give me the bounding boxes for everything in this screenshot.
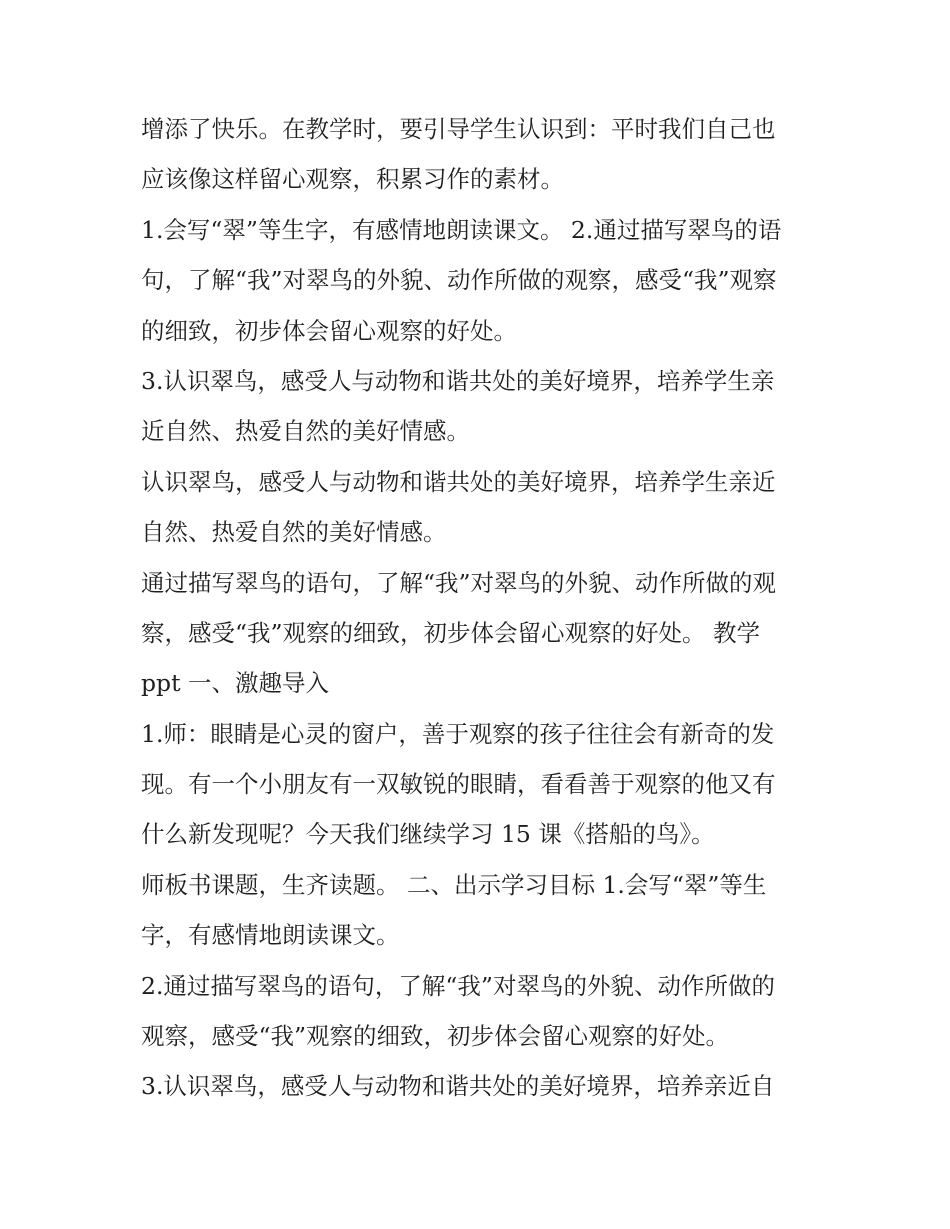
text-line: ppt 一、激趣导入 [141,669,329,698]
text-line: 现。有一个小朋友有一双敏锐的眼睛，看看善于观察的他又有 [141,770,776,799]
text-line: 句，了解“我”对翠鸟的外貌、动作所做的观察，感受“我”观察 [141,266,777,295]
text-line: 1.师：眼睛是心灵的窗户，善于观察的孩子往往会有新奇的发 [141,719,775,748]
text-line: 什么新发现呢？今天我们继续学习 15 课《搭船的鸟》。 [141,820,715,849]
text-line: 自然、热爱自然的美好情感。 [141,518,447,547]
text-line: 师板书课题，生齐读题。 二、出示学习目标 1.会写“翠”等生 [141,870,767,899]
text-line: 近自然、热爱自然的美好情感。 [141,417,470,446]
text-line: 3.认识翠鸟，感受人与动物和谐共处的美好境界，培养学生亲 [141,366,775,395]
text-line: 察，感受“我”观察的细致，初步体会留心观察的好处。 教学 [141,618,760,647]
text-line: 的细致，初步体会留心观察的好处。 [141,316,517,345]
text-line: 1.会写“翠”等生字，有感情地朗读课文。 2.通过描写翠鸟的语 [141,215,782,244]
text-line: 认识翠鸟，感受人与动物和谐共处的美好境界，培养学生亲近 [141,467,776,496]
text-line: 观察，感受“我”观察的细致，初步体会留心观察的好处。 [141,1022,730,1051]
text-line: 字，有感情地朗读课文。 [141,921,400,950]
document-body [141,104,821,1112]
text-line: 3.认识翠鸟，感受人与动物和谐共处的美好境界，培养亲近自 [141,1072,775,1101]
text-line: 应该像这样留心观察，积累习作的素材。 [141,165,564,194]
text-line: 2.通过描写翠鸟的语句，了解“我”对翠鸟的外貌、动作所做的 [141,971,775,1000]
text-line: 通过描写翠鸟的语句，了解“我”对翠鸟的外貌、动作所做的观 [141,568,777,597]
text-line: 增添了快乐。在教学时，要引导学生认识到：平时我们自己也 [141,115,776,143]
